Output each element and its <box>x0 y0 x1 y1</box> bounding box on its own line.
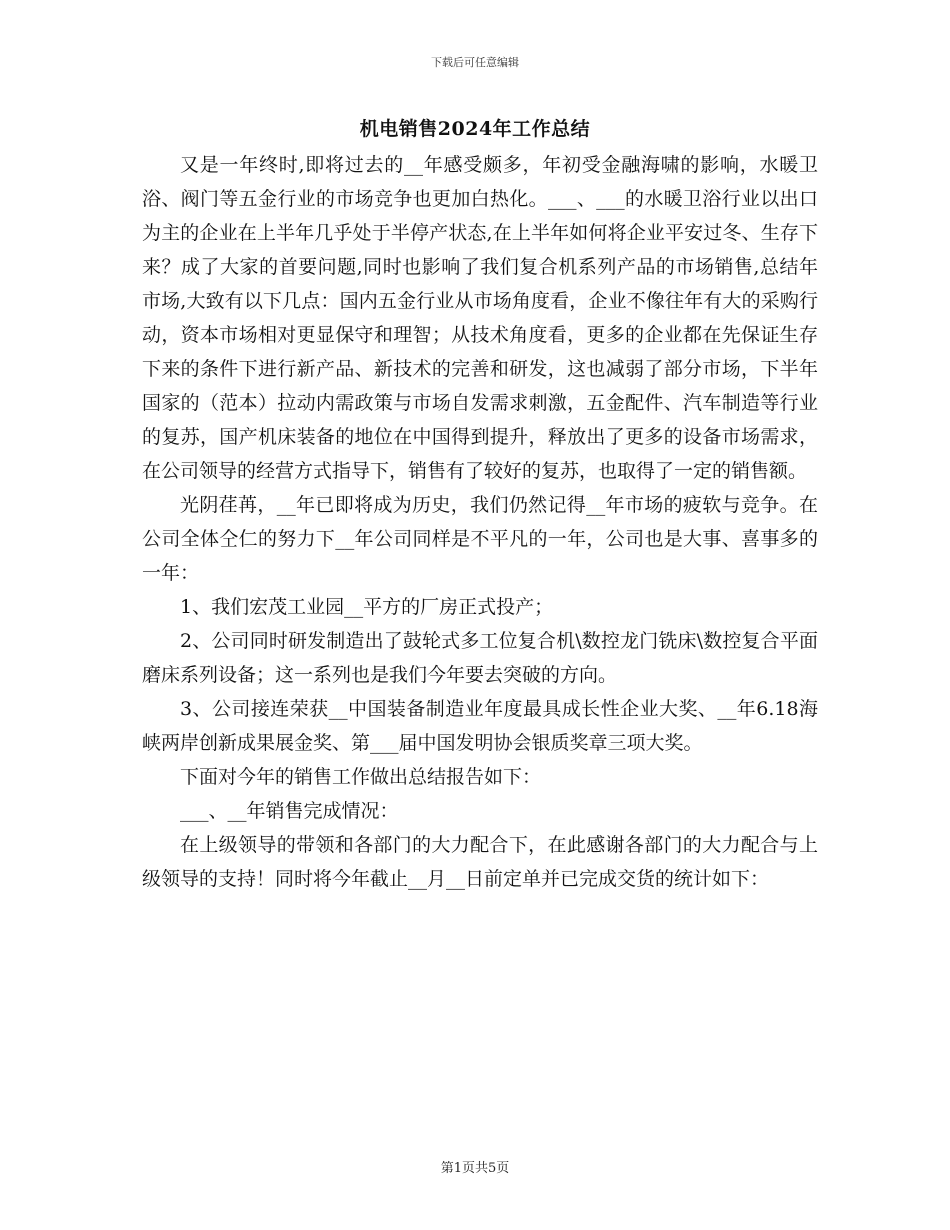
page-number: 第1页共5页 <box>440 1161 510 1176</box>
paragraph: 下面对今年的销售工作做出总结报告如下： <box>180 766 542 788</box>
section-heading: ___、__年销售完成情况： <box>180 800 399 822</box>
list-item: 3、公司接连荣获__中国装备制造业年度最具成长性企业大奖、__年6.18海峡两岸创新成果展金奖、第___届中国发明协会银质奖章三项大奖。 <box>142 698 818 754</box>
list-item: 1、我们宏茂工业园__平方的厂房正式投产； <box>180 596 554 618</box>
paragraph: 光阴荏苒，__年已即将成为历史，我们仍然记得__年市场的疲软与竞争。在公司全体仝仁的努力下__年公司同样是不平凡的一年，公司也是大事、喜事多的一年： <box>142 494 818 584</box>
header-note: 下载后可任意编辑 <box>431 56 519 69</box>
document-title: 机电销售2024年工作总结 <box>359 118 591 140</box>
paragraph: 又是一年终时,即将过去的__年感受颇多，年初受金融海啸的影响，水暖卫浴、阀门等五金行业的市场竞争也更加白热化。___、___的水暖卫浴行业以出口为主的企业在上半年几乎处于半停产状态,在上半年如何将企业平安过冬、生存下来？成了大家的首要问题,同时也影响了我们复合机系列产品的市场销售,总结年市场,大致有以下几点：国内五金行业从市场角度看，企业不像往年有大的采购行动，资本市场相对更显保守和理智；从技术角度看，更多的企业都在先保证生存下来的条件下进行新产品、新技术的完善和研发，这也减弱了部分市场，下半年国家的（范本）拉动内需政策与市场自发需求刺激，五金配件、汽车制造等行业的复苏，国产机床装备的地位在中国得到提升，释放出了更多的设备市场需求，在公司领导的经营方式指导下，销售有了较好的复苏，也取得了一定的销售额。 <box>142 154 818 482</box>
paragraph: 在上级领导的带领和各部门的大力配合下，在此感谢各部门的大力配合与上级领导的支持！同时将今年截止__月__日前定单并已完成交货的统计如下： <box>142 834 818 890</box>
list-item: 2、公司同时研发制造出了鼓轮式多工位复合机\数控龙门铣床\数控复合平面磨床系列设备；这一系列也是我们今年要去突破的方向。 <box>142 630 818 686</box>
document-body <box>142 148 818 896</box>
